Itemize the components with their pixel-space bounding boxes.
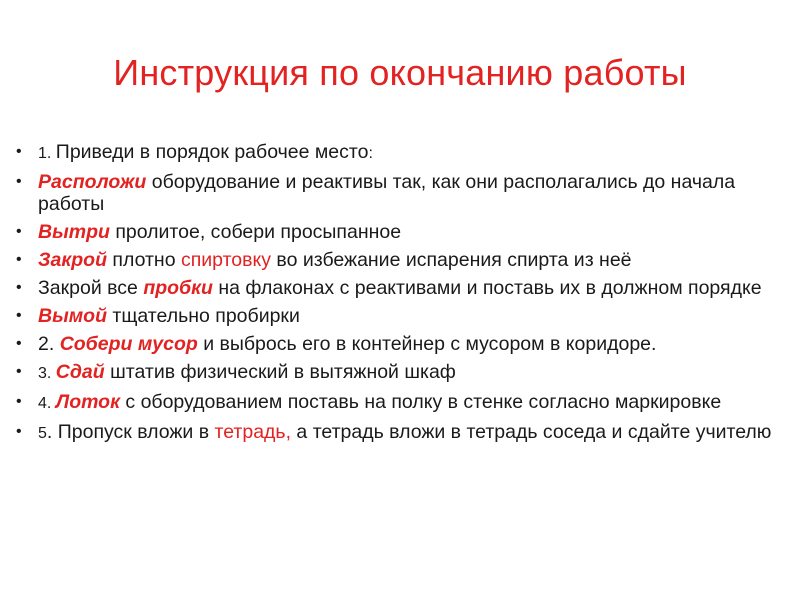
highlighted-keyword: Вытри: [38, 221, 110, 243]
highlighted-keyword: тетрадь,: [214, 421, 292, 443]
highlighted-keyword: Сдай: [55, 361, 105, 383]
instruction-text: 3.: [38, 365, 56, 382]
instruction-text: во избежание испарения спирта из неё: [271, 249, 632, 271]
instruction-item: [14, 391, 784, 415]
bullet-dot-icon: •: [16, 393, 22, 410]
bullet-dot-icon: •: [16, 423, 22, 440]
instruction-text: на флаконах с реактивами и поставь их в должном порядке: [212, 277, 762, 299]
instruction-text: 4.: [38, 395, 56, 412]
instruction-item: [14, 221, 784, 243]
bullet-dot-icon: •: [16, 335, 22, 352]
instruction-text: Закрой все: [38, 277, 144, 299]
bullet-dot-icon: •: [16, 173, 22, 190]
instruction-text: штатив физический в вытяжной шкаф: [104, 361, 456, 383]
highlighted-keyword: Вымой: [38, 305, 107, 327]
highlighted-keyword: спиртовку: [180, 249, 272, 271]
instruction-item: [14, 277, 784, 299]
instruction-text: 2.: [38, 333, 60, 355]
instruction-item: [14, 171, 784, 215]
instruction-item: [14, 249, 784, 271]
instruction-text: тщательно пробирки: [106, 305, 300, 327]
instruction-text: 5: [38, 425, 47, 442]
instruction-text: :: [368, 145, 373, 162]
instruction-text: оборудование и реактивы так, как они располагались до начала работы: [38, 171, 736, 215]
instruction-text: пролитое, собери просыпанное: [109, 221, 402, 243]
instruction-text: Приведи в порядок рабочее место: [55, 141, 369, 163]
bullet-dot-icon: •: [16, 251, 22, 268]
highlighted-keyword: Собери мусор: [59, 333, 198, 355]
bullet-dot-icon: •: [16, 143, 22, 160]
highlighted-keyword: Лоток: [55, 391, 120, 413]
highlighted-keyword: пробки: [143, 277, 213, 299]
instruction-list: [14, 141, 784, 451]
instruction-item: [14, 141, 784, 165]
instruction-text: плотно: [107, 249, 181, 271]
instruction-item: [14, 333, 784, 355]
instruction-text: 1.: [38, 145, 56, 162]
highlighted-keyword: Расположи: [38, 171, 147, 193]
bullet-dot-icon: •: [16, 307, 22, 324]
highlighted-keyword: Закрой: [38, 249, 107, 271]
bullet-dot-icon: •: [16, 279, 22, 296]
instruction-item: [14, 305, 784, 327]
instruction-text: а тетрадь вложи в тетрадь соседа и сдайте учителю: [291, 421, 772, 443]
instruction-text: . Пропуск вложи в: [46, 421, 215, 443]
instruction-item: [14, 421, 784, 445]
slide-title: Инструкция по окончанию работы: [113, 52, 687, 93]
instruction-text: и выбрось его в контейнер с мусором в коридоре.: [197, 333, 657, 355]
bullet-dot-icon: •: [16, 363, 22, 380]
bullet-dot-icon: •: [16, 223, 22, 240]
instruction-text: с оборудованием поставь на полку в стенке согласно маркировке: [119, 391, 722, 413]
instruction-item: [14, 361, 784, 385]
